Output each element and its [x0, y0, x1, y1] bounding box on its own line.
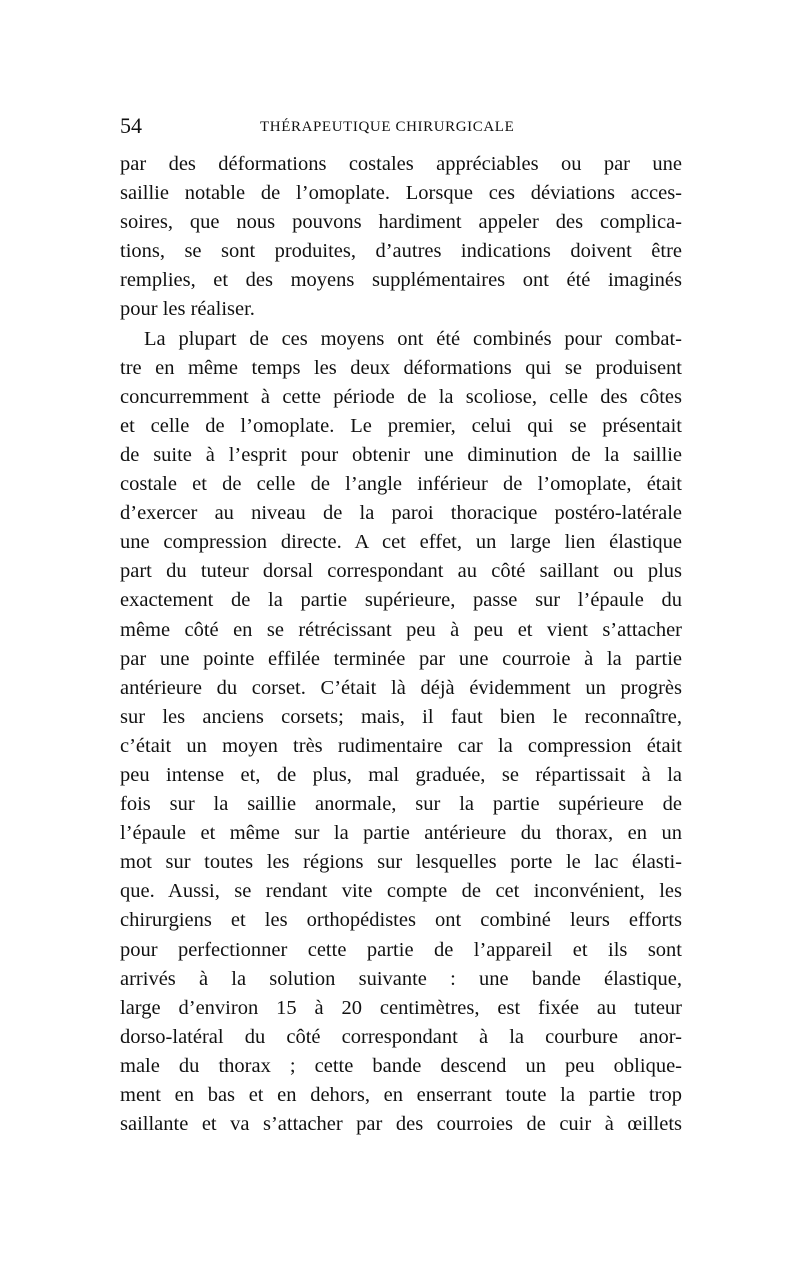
- text-line: antérieure du corset. C’était là déjà évidemment un progrès: [120, 676, 682, 699]
- text-line: pour les réaliser.: [120, 298, 255, 321]
- text-line: c’était un moyen très rudimentaire car la compression était: [120, 734, 682, 757]
- text-line: male du thorax ; cette bande descend un peu oblique-: [120, 1054, 682, 1077]
- page-header: [120, 112, 682, 142]
- text-line: pour perfectionner cette partie de l’appareil et ils sont: [120, 938, 682, 961]
- text-line: saillie notable de l’omoplate. Lorsque ces déviations acces-: [120, 182, 682, 205]
- page-number: 54: [120, 113, 142, 138]
- text-line: arrivés à la solution suivante : une bande élastique,: [120, 967, 682, 990]
- text-line: que. Aussi, se rendant vite compte de cet inconvénient, les: [120, 880, 682, 903]
- body-text: [120, 150, 682, 1139]
- running-title: THÉRAPEUTIQUE CHIRURGICALE: [260, 119, 515, 135]
- text-line: remplies, et des moyens supplémentaires ont été imaginés: [120, 269, 682, 292]
- text-line: tre en même temps les deux déformations qui se produisent: [120, 356, 682, 379]
- text-line: l’épaule et même sur la partie antérieure du thorax, en un: [120, 822, 682, 845]
- text-line: tions, se sont produites, d’autres indications doivent être: [120, 240, 682, 263]
- text-line: une compression directe. A cet effet, un large lien élastique: [120, 531, 682, 554]
- text-line: soires, que nous pouvons hardiment appeler des complica-: [120, 211, 682, 234]
- text-line: et celle de l’omoplate. Le premier, celui qui se présentait: [120, 414, 682, 437]
- text-line: de suite à l’esprit pour obtenir une diminution de la saillie: [120, 443, 682, 466]
- text-line: peu intense et, de plus, mal graduée, se répartissait à la: [120, 763, 682, 786]
- text-line: par une pointe effilée terminée par une courroie à la partie: [120, 647, 682, 670]
- text-line: mot sur toutes les régions sur lesquelles porte le lac élasti-: [120, 851, 682, 874]
- text-line: saillante et va s’attacher par des courroies de cuir à œillets: [120, 1113, 682, 1136]
- paragraph-2: [120, 325, 682, 1140]
- text-line: par des déformations costales appréciables ou par une: [120, 153, 682, 175]
- text-line: d’exercer au niveau de la paroi thoracique postéro-latérale: [120, 502, 682, 525]
- text-line: exactement de la partie supérieure, passe sur l’épaule du: [120, 589, 682, 612]
- text-line: même côté en se rétrécissant peu à peu et vient s’attacher: [120, 618, 682, 641]
- paragraph-1: [120, 150, 682, 325]
- text-line: ment en bas et en dehors, en enserrant toute la partie trop: [120, 1084, 682, 1106]
- text-line: La plupart de ces moyens ont été combinés pour combat-: [144, 327, 682, 350]
- text-line: dorso-latéral du côté correspondant à la courbure anor-: [120, 1025, 682, 1048]
- text-line: part du tuteur dorsal correspondant au côté saillant ou plus: [120, 560, 682, 583]
- text-line: sur les anciens corsets; mais, il faut bien le reconnaître,: [120, 705, 682, 728]
- text-line: concurremment à cette période de la scoliose, celle des côtes: [120, 385, 682, 408]
- text-line: chirurgiens et les orthopédistes ont combiné leurs efforts: [120, 909, 682, 932]
- text-line: fois sur la saillie anormale, sur la partie supérieure de: [120, 793, 682, 816]
- text-line: large d’environ 15 à 20 centimètres, est fixée au tuteur: [120, 996, 682, 1019]
- text-line: costale et de celle de l’angle inférieur de l’omoplate, était: [120, 473, 682, 496]
